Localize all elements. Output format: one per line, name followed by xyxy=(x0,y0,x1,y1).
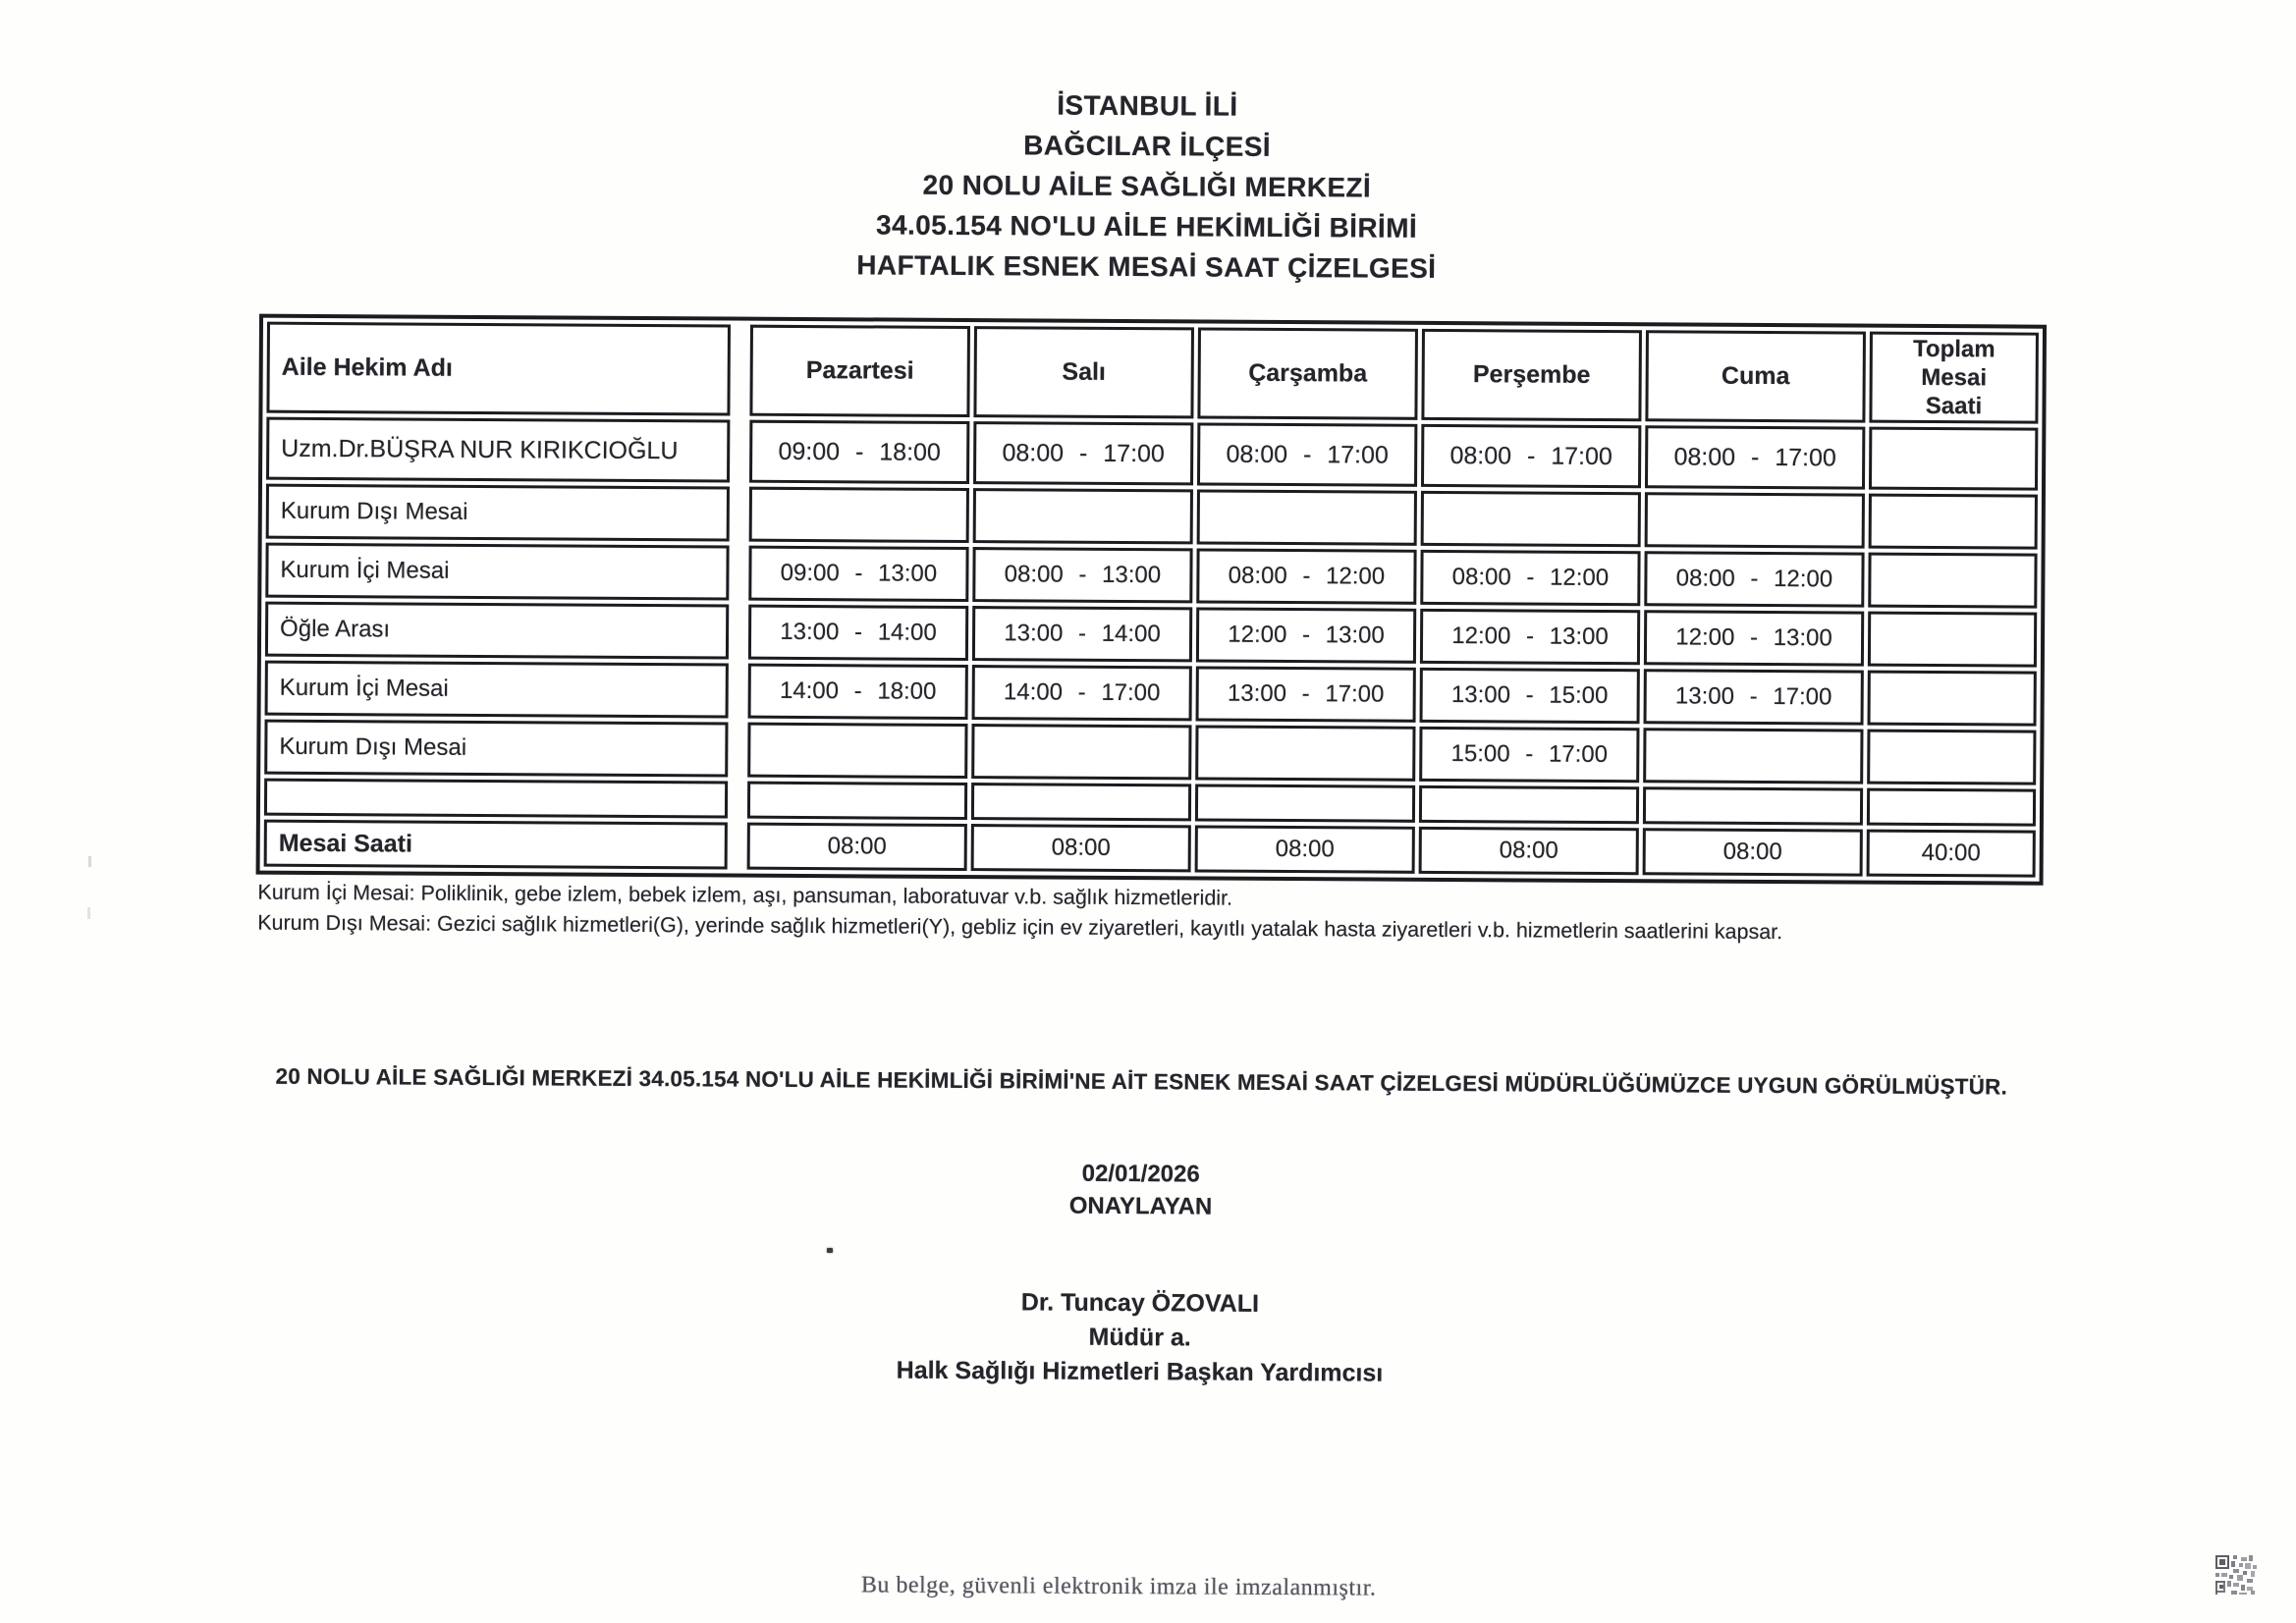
title-line-schedule: HAFTALIK ESNEK MESAİ SAAT ÇİZELGESİ xyxy=(856,249,1437,284)
total-cell xyxy=(1867,788,2036,827)
time-cell: 08:00 - 12:00 xyxy=(1196,548,1416,604)
footnotes xyxy=(257,878,1782,947)
time-cell: 13:00 - 17:00 xyxy=(1644,669,1864,725)
time-cell xyxy=(971,724,1191,780)
time-cell xyxy=(747,723,967,779)
time-cell: 13:00 - 17:00 xyxy=(1196,666,1416,722)
approval-statement: 20 NOLU AİLE SAĞLIĞI MERKEZİ 34.05.154 NO'LU AİLE HEKİMLİĞİ BİRİMİ'NE AİT ESNEK MESAİ SAAT ÇİZELGESİ MÜDÜRLÜĞÜMÜZCE UYGUN GÖRÜLMÜŞTÜR. xyxy=(275,1063,2008,1100)
time-cell xyxy=(1643,786,1863,825)
row-label-cell: Kurum İçi Mesai xyxy=(265,661,729,719)
row-label-cell xyxy=(264,779,728,819)
time-cell: 13:00 - 14:00 xyxy=(748,605,968,661)
approval-date: 02/01/2026 xyxy=(1081,1160,1200,1188)
time-cell: 08:00 - 17:00 xyxy=(1645,425,1865,489)
row-label-cell: Öğle Arası xyxy=(265,602,729,660)
time-cell xyxy=(1643,728,1863,784)
time-cell xyxy=(1195,725,1415,781)
column-spacer xyxy=(734,325,746,416)
table-row-lunch-break xyxy=(265,602,2037,668)
time-cell: 12:00 - 13:00 xyxy=(1196,607,1416,663)
signature-block xyxy=(0,1279,2288,1396)
doctor-name-cell: Uzm.Dr.BÜŞRA NUR KIRIKCIOĞLU xyxy=(266,417,730,483)
time-cell: 14:00 - 18:00 xyxy=(748,664,968,720)
title-line-unit: 34.05.154 NO'LU AİLE HEKİMLİĞİ BİRİMİ xyxy=(876,209,1418,243)
table-row-empty xyxy=(264,779,2036,827)
table-row-out-of-office-2 xyxy=(264,720,2036,785)
column-header-total: Toplam Mesai Saati xyxy=(1869,332,2039,424)
title-line-province: İSTANBUL İLİ xyxy=(1057,89,1238,122)
row-label-cell: Mesai Saati xyxy=(264,820,728,870)
signer-name: Dr. Tuncay ÖZOVALI xyxy=(1020,1288,1260,1318)
time-cell: 08:00 - 13:00 xyxy=(972,547,1192,603)
signer-office: Halk Sağlığı Hizmetleri Başkan Yardımcısı xyxy=(896,1356,1384,1387)
time-cell xyxy=(747,782,967,820)
signer-title: Müdür a. xyxy=(1088,1323,1191,1352)
time-cell: 14:00 - 17:00 xyxy=(972,665,1192,721)
scan-artifact-dot xyxy=(827,1248,833,1253)
hours-cell: 08:00 xyxy=(1195,825,1415,873)
title-line-center: 20 NOLU AİLE SAĞLIĞI MERKEZİ xyxy=(922,169,1372,203)
hours-cell: 08:00 xyxy=(1419,827,1639,875)
column-header-wednesday: Çarşamba xyxy=(1197,327,1418,419)
document-title-block xyxy=(0,79,2295,294)
column-header-friday: Cuma xyxy=(1645,330,1866,422)
table-row-doctor xyxy=(266,417,2038,491)
time-cell xyxy=(1419,785,1639,824)
time-cell xyxy=(1197,489,1417,545)
total-cell xyxy=(1867,730,2036,785)
time-cell: 08:00 - 17:00 xyxy=(1197,422,1417,486)
time-cell xyxy=(749,487,969,543)
scan-artifact xyxy=(88,856,91,867)
footnote-in-office: Kurum İçi Mesai: Poliklinik, gebe izlem, bebek izlem, aşı, pansuman, laboratuvar v.b. sağlık hizmetleridir. xyxy=(257,880,1233,910)
table-row-in-office-afternoon xyxy=(265,661,2037,727)
hours-cell: 08:00 xyxy=(971,824,1191,872)
table-row-in-office-morning xyxy=(265,543,2037,609)
time-cell: 09:00 - 18:00 xyxy=(749,420,969,484)
row-label-cell: Kurum İçi Mesai xyxy=(265,543,729,601)
time-cell: 13:00 - 15:00 xyxy=(1420,668,1640,724)
time-cell: 08:00 - 12:00 xyxy=(1644,551,1864,607)
approval-date-block xyxy=(0,1151,2289,1229)
total-cell xyxy=(1869,427,2038,491)
total-cell xyxy=(1868,553,2037,609)
time-cell xyxy=(1645,492,1865,548)
weekly-schedule-table xyxy=(256,314,2047,886)
row-label-cell: Kurum Dışı Mesai xyxy=(264,720,728,778)
time-cell xyxy=(1195,784,1415,822)
weekly-total-cell: 40:00 xyxy=(1867,830,2036,878)
time-cell: 08:00 - 17:00 xyxy=(973,421,1193,485)
time-cell: 08:00 - 12:00 xyxy=(1420,550,1640,606)
table-row-out-of-office-1 xyxy=(266,484,2038,550)
time-cell: 08:00 - 17:00 xyxy=(1421,424,1641,488)
total-cell xyxy=(1868,671,2037,727)
total-cell xyxy=(1868,612,2037,668)
time-cell: 15:00 - 17:00 xyxy=(1419,727,1639,783)
qr-code-icon xyxy=(2215,1555,2257,1596)
table-row-work-hours-total xyxy=(264,820,2036,878)
approver-label: ONAYLAYAN xyxy=(1068,1192,1213,1220)
time-cell: 09:00 - 13:00 xyxy=(748,546,968,602)
table-header-row xyxy=(266,322,2039,424)
time-cell xyxy=(1421,491,1641,547)
time-cell: 12:00 - 13:00 xyxy=(1420,609,1640,665)
row-label-cell: Kurum Dışı Mesai xyxy=(266,484,730,542)
column-header-doctor: Aile Hekim Adı xyxy=(266,322,731,416)
column-header-monday: Pazartesi xyxy=(749,325,970,417)
time-cell xyxy=(971,783,1191,821)
total-cell xyxy=(1869,494,2038,550)
hours-cell: 08:00 xyxy=(1643,828,1863,876)
hours-cell: 08:00 xyxy=(747,823,967,871)
footnote-out-office: Kurum Dışı Mesai: Gezici sağlık hizmetleri(G), yerinde sağlık hizmetleri(Y), gebliz için ev ziyaretleri, kayıtlı yatalak hasta ziyaretleri v.b. hizmetlerin saatlerini kapsar. xyxy=(257,910,1783,945)
time-cell xyxy=(973,488,1193,544)
title-line-district: BAĞCILAR İLÇESİ xyxy=(1023,130,1272,162)
scan-artifact xyxy=(87,907,90,919)
time-cell: 13:00 - 14:00 xyxy=(972,606,1192,662)
column-header-tuesday: Salı xyxy=(973,326,1194,418)
column-header-thursday: Perşembe xyxy=(1421,329,1642,421)
esignature-note: Bu belge, güvenli elektronik imza ile imzalanmıştır. xyxy=(860,1572,1377,1601)
time-cell: 12:00 - 13:00 xyxy=(1644,610,1864,666)
